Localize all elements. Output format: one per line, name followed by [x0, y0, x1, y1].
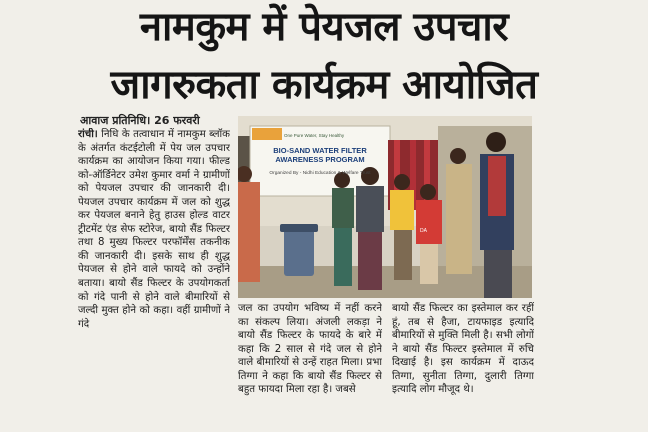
dateline: रांची।	[78, 129, 98, 140]
article-text-3: बायो सैंड फिल्टर का इस्तेमाल कर रहीं हूं, तब से हैजा, टायफाइड इत्यादि बीमारियों से मुक्ति मिली है। सभी लोगों ने बायो सैंड फिल्टर इस्तेमाल में रुचि दिखाई है। इस कार्यक्रम में दाऊद तिग्गा, सुनीता तिग्गा, दुलारी तिग्गा इत्यादि लोग मौजूद थे।	[392, 303, 534, 396]
photo-illustration	[238, 116, 532, 298]
article-column-3	[392, 302, 534, 430]
shirt-print: DA	[420, 228, 427, 234]
headline-line-1: नामकुम में पेयजल उपचार	[139, 4, 509, 50]
banner-title: BIO-SAND WATER FILTER AWARENESS PROGRAM	[273, 146, 367, 164]
banner-organizer: Organized By - Nidhi Education & Welfare Trust	[269, 171, 371, 176]
article-column-1	[78, 128, 230, 428]
news-photo	[238, 116, 532, 298]
article-text-1: निधि के तत्वाधान में नामकुम ब्लॉक के अंतर्गत कंटईटोली में पेय जल उपचार कार्यक्रम का आयोजन किया गया। फील्ड को-ऑर्डिनेटर उमेश कुमार वर्मा ने ग्रामीणों को पेयजल उपचार की जानकारी दी। पेयजल उपचार कार्यक्रम में जल को शुद्ध कर पेयजल बनाने हेतु हाउस होल्ड वाटर ट्रीटमेंट एंड सेफ स्टोरेज, बायो सैंड फिल्टर तथा 8 मुख्य फिल्टर परफॉर्मेंस तकनीक की जानकारी दी। इसके साथ ही शुद्ध पेयजल से होने वाले फायदे को उन्होंने बताया। बायो सैंड फिल्टर के उपयोगकर्ता को गंदे पानी से होने वाले बीमारियों से जल्दी मुक्त होने को कहा। वहीं ग्रामीणों ने गंदे	[78, 129, 230, 330]
article-column-2	[238, 302, 382, 430]
byline: आवाज प्रतिनिधि। 26 फरवरी	[80, 114, 200, 127]
article-text-2: जल का उपयोग भविष्य में नहीं करने का संकल्प लिया। अंजली लकड़ा ने बायो सैंड फिल्टर के फायदे के बारे में कहा कि 2 साल से गंदे जल से होने वाले बीमारियों से उन्हें राहत मिला। प्रभा तिग्गा ने कहा कि बायो सैंड फिल्टर से बहुत फायदा मिला रहा है। जबसे	[238, 303, 382, 396]
banner-subtitle: One Pure Water, Stay Healthy	[284, 133, 345, 138]
headline-line-2: जागरुकता कार्यक्रम आयोजित	[110, 62, 538, 108]
